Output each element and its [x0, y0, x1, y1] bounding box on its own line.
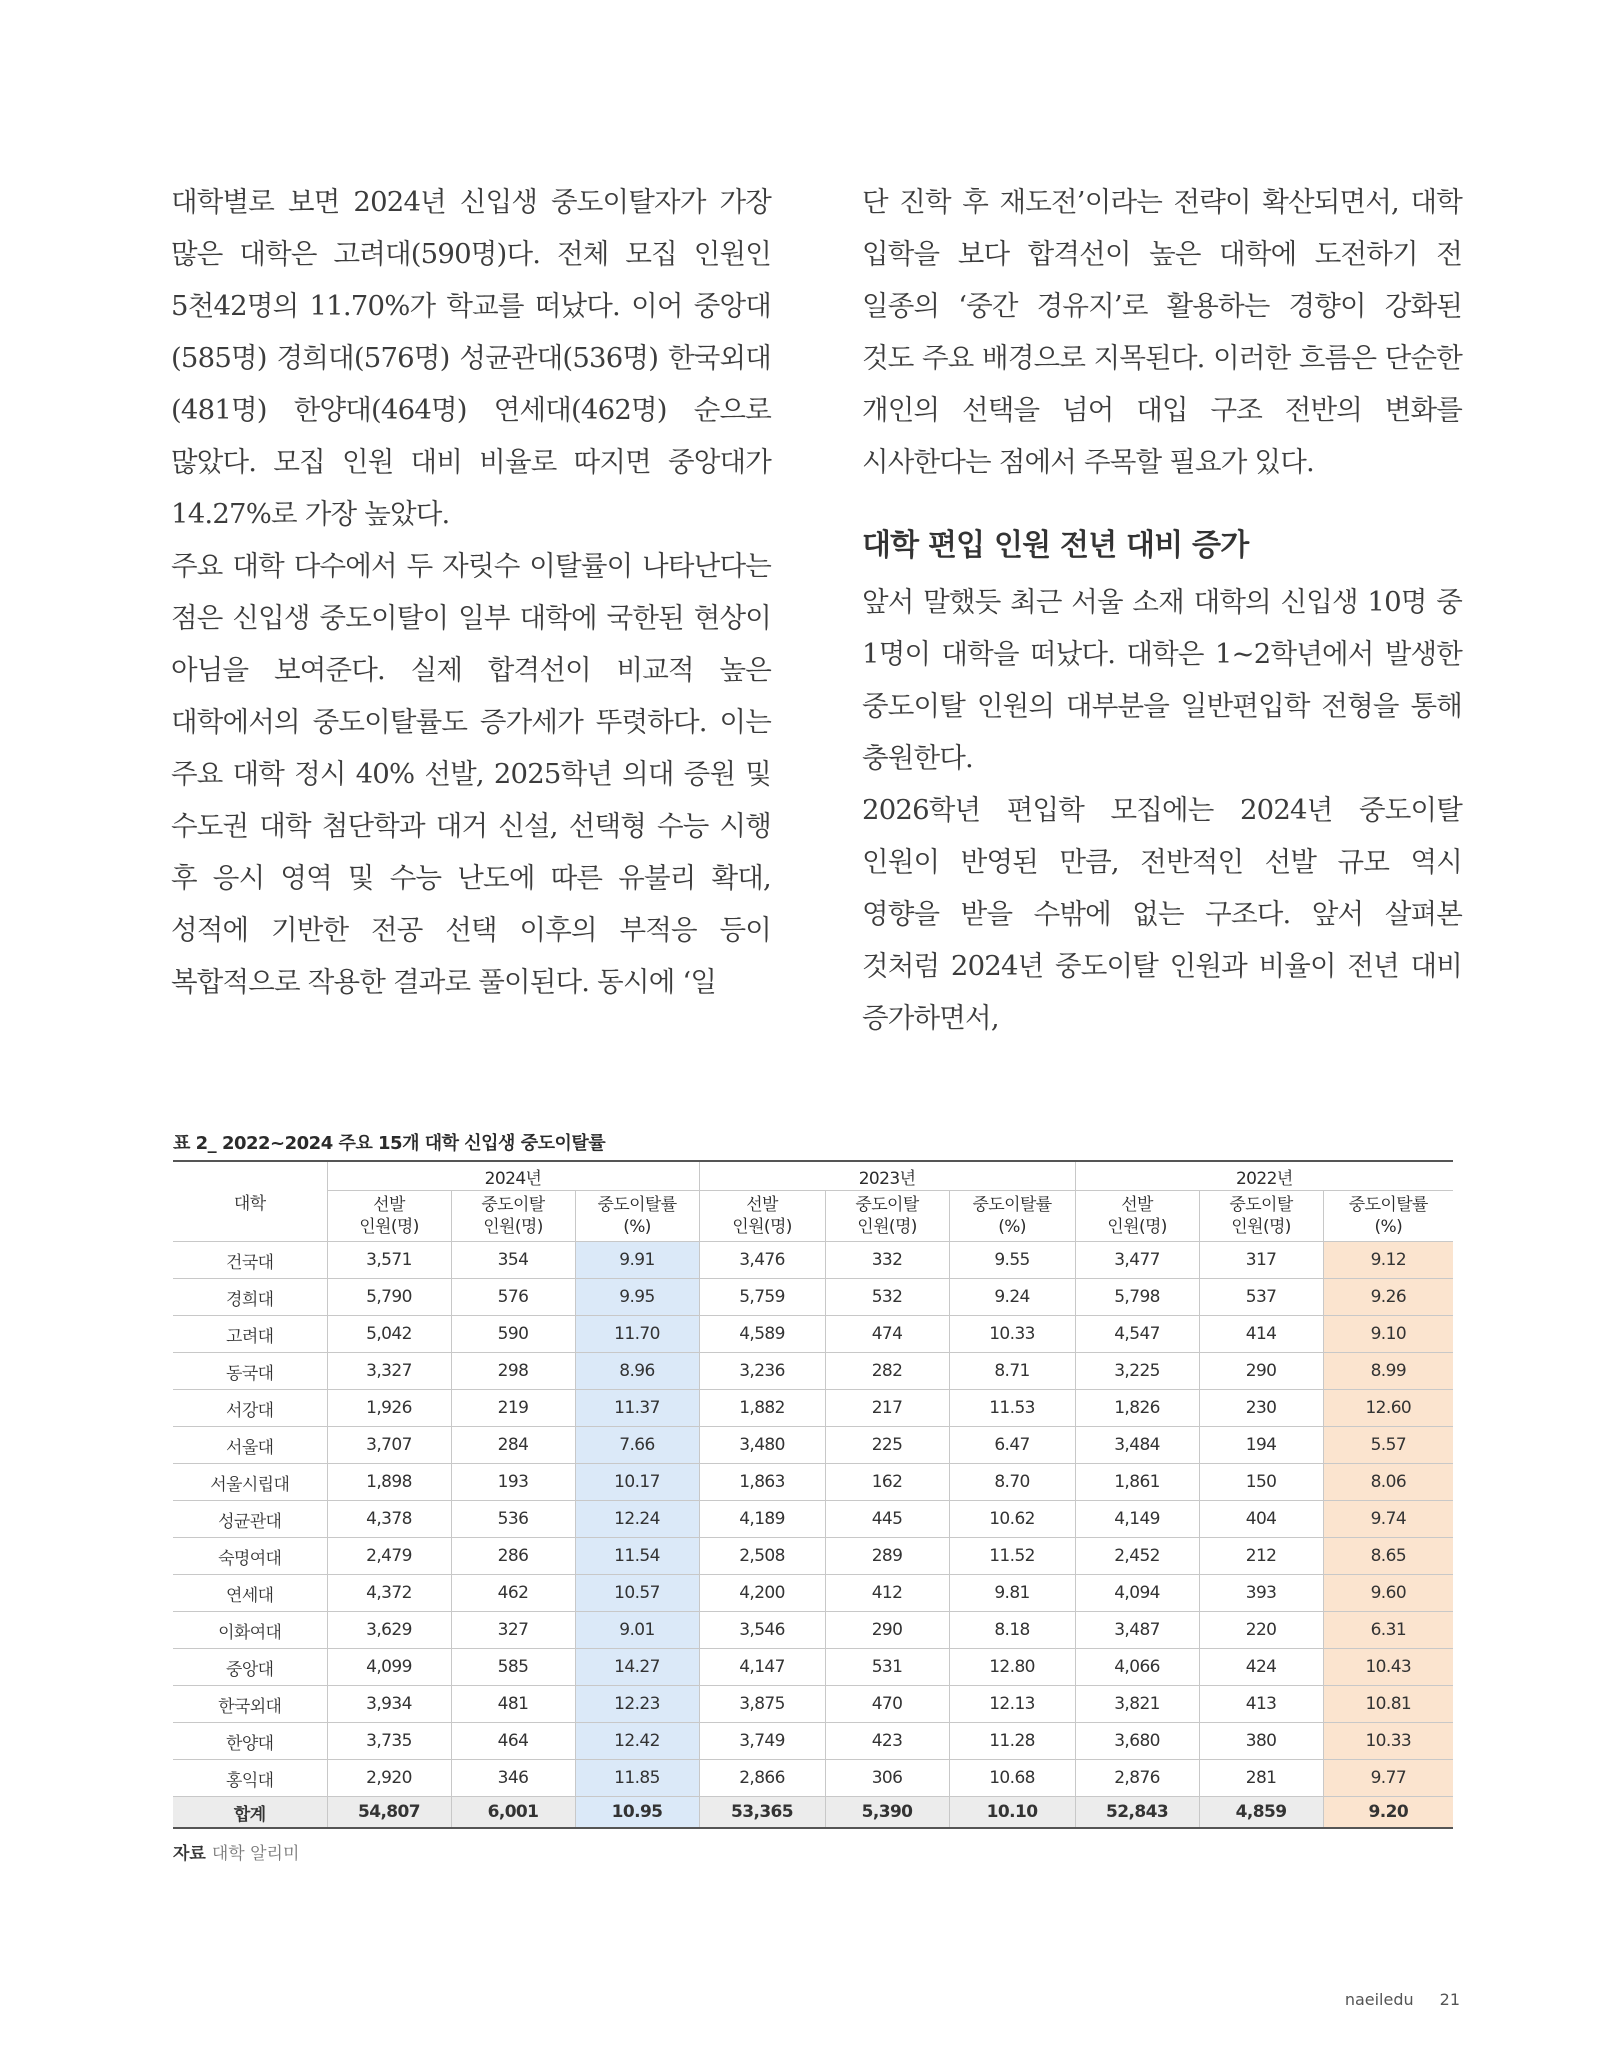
value-cell: 3,629 — [327, 1612, 451, 1649]
value-cell: 217 — [825, 1390, 949, 1427]
value-cell: 54,807 — [327, 1797, 451, 1829]
value-cell: 12.42 — [575, 1723, 699, 1760]
table-row — [173, 1686, 1453, 1723]
university-cell: 한국외대 — [173, 1686, 327, 1723]
table-row — [173, 1279, 1453, 1316]
sub-header-line2: (%) — [1374, 1217, 1403, 1237]
value-cell: 4,094 — [1075, 1575, 1199, 1612]
value-cell: 3,327 — [327, 1353, 451, 1390]
value-cell: 4,589 — [699, 1316, 825, 1353]
university-cell: 이화여대 — [173, 1612, 327, 1649]
value-cell: 590 — [451, 1316, 575, 1353]
value-cell: 3,546 — [699, 1612, 825, 1649]
value-cell: 193 — [451, 1464, 575, 1501]
table-row — [173, 1464, 1453, 1501]
value-cell: 1,926 — [327, 1390, 451, 1427]
value-cell: 4,066 — [1075, 1649, 1199, 1686]
value-cell: 4,372 — [327, 1575, 451, 1612]
value-cell: 9.74 — [1323, 1501, 1453, 1538]
table-row — [173, 1575, 1453, 1612]
value-cell: 537 — [1199, 1279, 1323, 1316]
sub-header-line2: 인원(명) — [732, 1217, 792, 1237]
value-cell: 10.62 — [949, 1501, 1075, 1538]
sub-header-line2: (%) — [998, 1217, 1026, 1237]
value-cell: 4,147 — [699, 1649, 825, 1686]
value-cell: 212 — [1199, 1538, 1323, 1575]
value-cell: 3,735 — [327, 1723, 451, 1760]
sub-header-cell — [1199, 1191, 1323, 1242]
body-paragraph: 2026학년 편입학 모집에는 2024년 중도이탈 인원이 반영된 만큼, 전반적인 선발 규모 역시 영향을 받을 수밖에 없는 구조다. 앞서 살펴본 것처럼 2024년 중도이탈 인원과 비율이 전년 대비 증가하면서, — [862, 794, 1462, 1034]
sub-header-line1: 중도이탈률 — [972, 1195, 1052, 1215]
value-cell: 11.52 — [949, 1538, 1075, 1575]
value-cell: 289 — [825, 1538, 949, 1575]
value-cell: 470 — [825, 1686, 949, 1723]
university-cell: 중앙대 — [173, 1649, 327, 1686]
university-cell: 고려대 — [173, 1316, 327, 1353]
value-cell: 3,477 — [1075, 1242, 1199, 1279]
sub-header-cell — [451, 1191, 575, 1242]
value-cell: 3,236 — [699, 1353, 825, 1390]
value-cell: 412 — [825, 1575, 949, 1612]
sub-header-cell — [1323, 1191, 1453, 1242]
value-cell: 1,882 — [699, 1390, 825, 1427]
value-cell: 286 — [451, 1538, 575, 1575]
value-cell: 464 — [451, 1723, 575, 1760]
value-cell: 531 — [825, 1649, 949, 1686]
body-paragraph: 주요 대학 다수에서 두 자릿수 이탈률이 나타난다는 점은 신입생 중도이탈이 일부 대학에 국한된 현상이 아님을 보여준다. 실제 합격선이 비교적 높은 대학에서의 중도이탈률도 증가세가 뚜렷하다. 이는 주요 대학 정시 40% 선발, 2025학년 의대 증원 및 수도권 대학 첨단학과 대거 신설, 선택형 수능 시행 후 응시 영역 및 수능 난도에 따른 유불리 확대, 성적에 기반한 전공 선택 이후의 부적응 등이 복합적으로 작용한 결과로 풀이된다. 동시에 ‘일 — [171, 550, 771, 998]
value-cell: 11.54 — [575, 1538, 699, 1575]
value-cell: 53,365 — [699, 1797, 825, 1829]
value-cell: 282 — [825, 1353, 949, 1390]
value-cell: 474 — [825, 1316, 949, 1353]
header-year-2023: 2023년 — [699, 1161, 1075, 1191]
value-cell: 414 — [1199, 1316, 1323, 1353]
footer-brand: naeiledu — [1344, 1990, 1414, 2009]
table-source — [173, 1839, 1453, 1864]
sub-header-cell — [825, 1191, 949, 1242]
table-row — [173, 1538, 1453, 1575]
value-cell: 1,898 — [327, 1464, 451, 1501]
value-cell: 2,876 — [1075, 1760, 1199, 1797]
value-cell: 3,484 — [1075, 1427, 1199, 1464]
value-cell: 14.27 — [575, 1649, 699, 1686]
university-cell: 한양대 — [173, 1723, 327, 1760]
source-label: 자료 — [173, 1844, 206, 1864]
value-cell: 8.96 — [575, 1353, 699, 1390]
value-cell: 5,798 — [1075, 1279, 1199, 1316]
sub-header-line1: 중도이탈 — [481, 1195, 545, 1215]
sub-header-cell — [699, 1191, 825, 1242]
value-cell: 3,225 — [1075, 1353, 1199, 1390]
value-cell: 393 — [1199, 1575, 1323, 1612]
sub-header-line2: (%) — [623, 1217, 651, 1237]
value-cell: 1,863 — [699, 1464, 825, 1501]
sub-header-cell — [949, 1191, 1075, 1242]
value-cell: 4,859 — [1199, 1797, 1323, 1829]
value-cell: 4,099 — [327, 1649, 451, 1686]
value-cell: 576 — [451, 1279, 575, 1316]
value-cell: 9.55 — [949, 1242, 1075, 1279]
table-row — [173, 1649, 1453, 1686]
value-cell: 10.68 — [949, 1760, 1075, 1797]
value-cell: 9.60 — [1323, 1575, 1453, 1612]
value-cell: 536 — [451, 1501, 575, 1538]
value-cell: 346 — [451, 1760, 575, 1797]
value-cell: 380 — [1199, 1723, 1323, 1760]
sub-header-line2: 인원(명) — [1231, 1217, 1291, 1237]
page-footer — [1300, 1990, 1460, 2009]
value-cell: 9.10 — [1323, 1316, 1453, 1353]
value-cell: 4,547 — [1075, 1316, 1199, 1353]
value-cell: 5,390 — [825, 1797, 949, 1829]
value-cell: 11.70 — [575, 1316, 699, 1353]
value-cell: 8.65 — [1323, 1538, 1453, 1575]
value-cell: 585 — [451, 1649, 575, 1686]
value-cell: 5,790 — [327, 1279, 451, 1316]
sub-header-cell — [327, 1191, 451, 1242]
value-cell: 225 — [825, 1427, 949, 1464]
section-heading: 대학 편입 인원 전년 대비 증가 — [862, 528, 1249, 563]
sub-header-line1: 중도이탈률 — [597, 1195, 677, 1215]
body-paragraph: 단 진학 후 재도전’이라는 전략이 확산되면서, 대학 입학을 보다 합격선이 높은 대학에 도전하기 전 일종의 ‘중간 경유지’로 활용하는 경향이 강화된 것도 주요 배경으로 지목된다. 이러한 흐름은 단순한 개인의 선택을 넘어 대입 구조 전반의 변화를 시사한다는 점에서 주목할 필요가 있다. — [862, 186, 1462, 478]
value-cell: 354 — [451, 1242, 575, 1279]
value-cell: 2,920 — [327, 1760, 451, 1797]
value-cell: 194 — [1199, 1427, 1323, 1464]
sub-header-line1: 선발 — [746, 1195, 778, 1215]
university-cell: 건국대 — [173, 1242, 327, 1279]
value-cell: 6.31 — [1323, 1612, 1453, 1649]
value-cell: 2,866 — [699, 1760, 825, 1797]
value-cell: 404 — [1199, 1501, 1323, 1538]
value-cell: 9.01 — [575, 1612, 699, 1649]
value-cell: 4,189 — [699, 1501, 825, 1538]
value-cell: 230 — [1199, 1390, 1323, 1427]
value-cell: 3,821 — [1075, 1686, 1199, 1723]
university-cell: 성균관대 — [173, 1501, 327, 1538]
value-cell: 9.95 — [575, 1279, 699, 1316]
table-row — [173, 1612, 1453, 1649]
value-cell: 11.37 — [575, 1390, 699, 1427]
university-cell: 서강대 — [173, 1390, 327, 1427]
university-cell: 동국대 — [173, 1353, 327, 1390]
value-cell: 8.70 — [949, 1464, 1075, 1501]
university-cell: 숙명여대 — [173, 1538, 327, 1575]
value-cell: 9.91 — [575, 1242, 699, 1279]
value-cell: 290 — [1199, 1353, 1323, 1390]
value-cell: 4,378 — [327, 1501, 451, 1538]
value-cell: 317 — [1199, 1242, 1323, 1279]
value-cell: 11.85 — [575, 1760, 699, 1797]
value-cell: 219 — [451, 1390, 575, 1427]
value-cell: 8.71 — [949, 1353, 1075, 1390]
university-cell: 합계 — [173, 1797, 327, 1829]
value-cell: 332 — [825, 1242, 949, 1279]
university-cell: 경희대 — [173, 1279, 327, 1316]
dropout-rate-table — [173, 1160, 1453, 1829]
value-cell: 290 — [825, 1612, 949, 1649]
table-caption: 표 2_ 2022~2024 주요 15개 대학 신입생 중도이탈률 — [173, 1133, 606, 1154]
table-row — [173, 1390, 1453, 1427]
table-row — [173, 1501, 1453, 1538]
value-cell: 52,843 — [1075, 1797, 1199, 1829]
header-university: 대학 — [173, 1161, 327, 1242]
sub-header-line1: 중도이탈 — [855, 1195, 919, 1215]
value-cell: 8.99 — [1323, 1353, 1453, 1390]
value-cell: 413 — [1199, 1686, 1323, 1723]
university-cell: 연세대 — [173, 1575, 327, 1612]
table-total-row — [173, 1797, 1453, 1829]
value-cell: 532 — [825, 1279, 949, 1316]
value-cell: 5.57 — [1323, 1427, 1453, 1464]
sub-header-cell — [1075, 1191, 1199, 1242]
value-cell: 3,680 — [1075, 1723, 1199, 1760]
value-cell: 3,487 — [1075, 1612, 1199, 1649]
table-row — [173, 1760, 1453, 1797]
value-cell: 3,480 — [699, 1427, 825, 1464]
table-row — [173, 1427, 1453, 1464]
value-cell: 10.33 — [949, 1316, 1075, 1353]
value-cell: 3,875 — [699, 1686, 825, 1723]
value-cell: 10.17 — [575, 1464, 699, 1501]
value-cell: 423 — [825, 1723, 949, 1760]
right-text-column — [862, 176, 1462, 1044]
value-cell: 306 — [825, 1760, 949, 1797]
page-number: 21 — [1439, 1990, 1460, 2009]
value-cell: 8.06 — [1323, 1464, 1453, 1501]
sub-header-line2: 인원(명) — [483, 1217, 543, 1237]
value-cell: 6,001 — [451, 1797, 575, 1829]
sub-header-row — [173, 1191, 1453, 1242]
value-cell: 327 — [451, 1612, 575, 1649]
value-cell: 1,861 — [1075, 1464, 1199, 1501]
value-cell: 2,452 — [1075, 1538, 1199, 1575]
left-text-column — [171, 176, 771, 1008]
source-text: 대학 알리미 — [211, 1844, 300, 1864]
value-cell: 8.18 — [949, 1612, 1075, 1649]
value-cell: 9.77 — [1323, 1760, 1453, 1797]
value-cell: 1,826 — [1075, 1390, 1199, 1427]
value-cell: 10.43 — [1323, 1649, 1453, 1686]
value-cell: 284 — [451, 1427, 575, 1464]
body-paragraph: 앞서 말했듯 최근 서울 소재 대학의 신입생 10명 중 1명이 대학을 떠났다. 대학은 1~2학년에서 발생한 중도이탈 인원의 대부분을 일반편입학 전형을 통해 충원한다. — [862, 586, 1462, 774]
value-cell: 10.33 — [1323, 1723, 1453, 1760]
university-cell: 서울시립대 — [173, 1464, 327, 1501]
sub-header-line1: 선발 — [373, 1195, 405, 1215]
value-cell: 12.13 — [949, 1686, 1075, 1723]
body-paragraph: 대학별로 보면 2024년 신입생 중도이탈자가 가장 많은 대학은 고려대(590명)다. 전체 모집 인원인 5천42명의 11.70%가 학교를 떠났다. 이어 중앙대(585명) 경희대(576명) 성균관대(536명) 한국외대(481명) 한양대(464명) 연세대(462명) 순으로 많았다. 모집 인원 대비 비율로 따지면 중앙대가 14.27%로 가장 높았다. — [171, 186, 771, 530]
value-cell: 10.81 — [1323, 1686, 1453, 1723]
value-cell: 4,149 — [1075, 1501, 1199, 1538]
value-cell: 11.53 — [949, 1390, 1075, 1427]
value-cell: 3,934 — [327, 1686, 451, 1723]
value-cell: 11.28 — [949, 1723, 1075, 1760]
value-cell: 5,759 — [699, 1279, 825, 1316]
value-cell: 5,042 — [327, 1316, 451, 1353]
value-cell: 2,508 — [699, 1538, 825, 1575]
value-cell: 12.80 — [949, 1649, 1075, 1686]
table-row — [173, 1242, 1453, 1279]
value-cell: 10.10 — [949, 1797, 1075, 1829]
value-cell: 10.57 — [575, 1575, 699, 1612]
value-cell: 298 — [451, 1353, 575, 1390]
value-cell: 12.23 — [575, 1686, 699, 1723]
value-cell: 462 — [451, 1575, 575, 1612]
value-cell: 10.95 — [575, 1797, 699, 1829]
value-cell: 4,200 — [699, 1575, 825, 1612]
sub-header-line2: 인원(명) — [1107, 1217, 1167, 1237]
header-year-2022: 2022년 — [1075, 1161, 1453, 1191]
value-cell: 424 — [1199, 1649, 1323, 1686]
value-cell: 9.12 — [1323, 1242, 1453, 1279]
table-row — [173, 1353, 1453, 1390]
value-cell: 9.81 — [949, 1575, 1075, 1612]
value-cell: 481 — [451, 1686, 575, 1723]
value-cell: 445 — [825, 1501, 949, 1538]
header-year-2024: 2024년 — [327, 1161, 699, 1191]
value-cell: 9.20 — [1323, 1797, 1453, 1829]
sub-header-line1: 중도이탈률 — [1348, 1195, 1428, 1215]
university-cell: 서울대 — [173, 1427, 327, 1464]
value-cell: 2,479 — [327, 1538, 451, 1575]
value-cell: 3,749 — [699, 1723, 825, 1760]
table-row — [173, 1316, 1453, 1353]
value-cell: 9.24 — [949, 1279, 1075, 1316]
value-cell: 150 — [1199, 1464, 1323, 1501]
university-cell: 홍익대 — [173, 1760, 327, 1797]
value-cell: 12.60 — [1323, 1390, 1453, 1427]
sub-header-line2: 인원(명) — [359, 1217, 419, 1237]
sub-header-cell — [575, 1191, 699, 1242]
value-cell: 12.24 — [575, 1501, 699, 1538]
sub-header-line2: 인원(명) — [857, 1217, 917, 1237]
value-cell: 281 — [1199, 1760, 1323, 1797]
value-cell: 162 — [825, 1464, 949, 1501]
sub-header-line1: 중도이탈 — [1229, 1195, 1293, 1215]
value-cell: 3,707 — [327, 1427, 451, 1464]
value-cell: 7.66 — [575, 1427, 699, 1464]
value-cell: 6.47 — [949, 1427, 1075, 1464]
value-cell: 3,476 — [699, 1242, 825, 1279]
sub-header-line1: 선발 — [1121, 1195, 1153, 1215]
dropout-rate-table-section — [173, 1130, 1453, 1864]
table-row — [173, 1723, 1453, 1760]
value-cell: 3,571 — [327, 1242, 451, 1279]
table-body — [173, 1242, 1453, 1829]
value-cell: 9.26 — [1323, 1279, 1453, 1316]
value-cell: 220 — [1199, 1612, 1323, 1649]
